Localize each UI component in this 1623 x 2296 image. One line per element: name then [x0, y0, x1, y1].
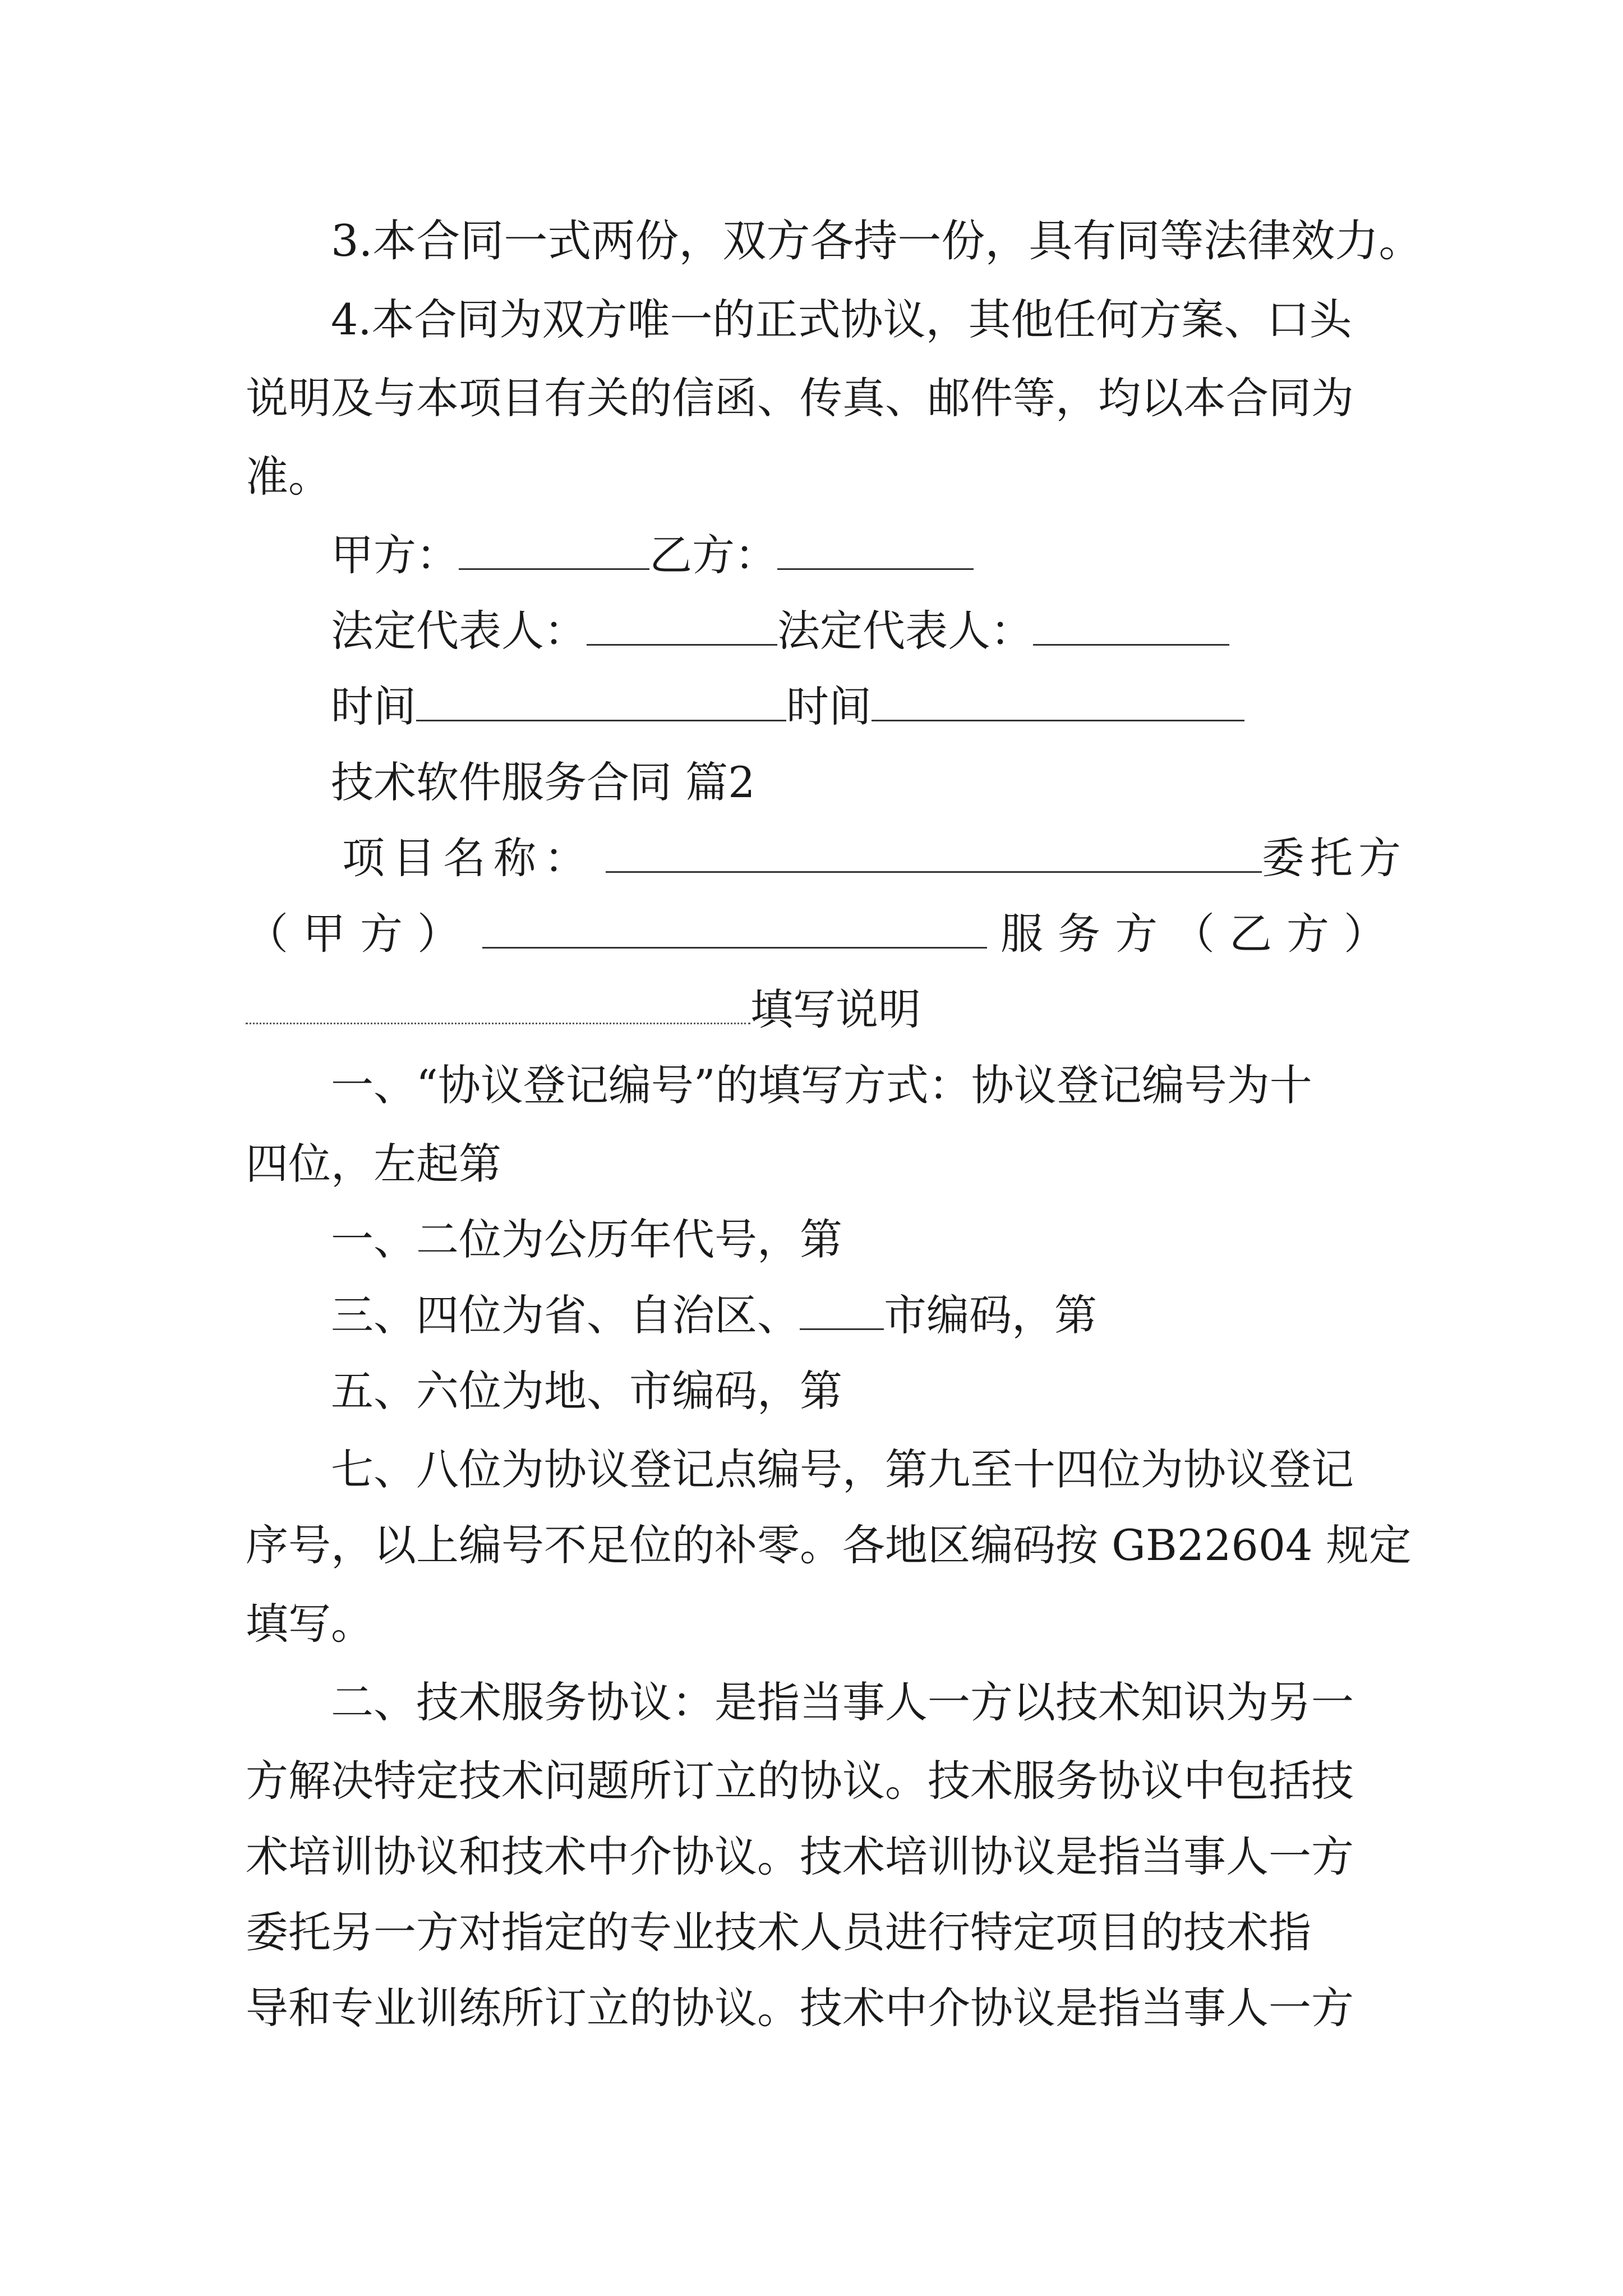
instruction-3-text-tail: 市编码，第 — [884, 1290, 1097, 1340]
time-b-blank — [872, 682, 1244, 721]
clause-3: 3.本合同一式两份，双方各持一份，具有同等法律效力。 — [331, 216, 1423, 266]
definition-line-4: 委托另一方对指定的专业技术人员进行特定项目的技术指 — [246, 1907, 1311, 1957]
rep-b-label: 法定代表人： — [777, 606, 1033, 656]
provider-name-row — [246, 982, 921, 1038]
clause-4-line-2: 说明及与本项目有关的信函、传真、邮件等，均以本合同为 — [246, 373, 1354, 423]
instruction-5-line-2: 序号，以上编号不足位的补零。各地区编码按 GB22604 规定 — [246, 1520, 1412, 1570]
instruction-5-line-1: 七、八位为协议登记点编号，第九至十四位为协议登记 — [331, 1444, 1354, 1494]
section-title: 技术软件服务合同 篇2 — [331, 757, 755, 807]
party-a-blank — [459, 530, 649, 570]
provider-label: 服务方（乙方） — [1000, 909, 1401, 959]
instruction-1-line-1: 一、“协议登记编号”的填写方式：协议登记编号为十 — [331, 1060, 1312, 1110]
party-a-paren-label: （甲方） — [246, 909, 474, 959]
time-row — [331, 679, 1244, 735]
client-label: 委托方 — [1262, 833, 1407, 883]
instruction-2: 一、二位为公历年代号，第 — [331, 1214, 842, 1264]
instruction-3 — [331, 1287, 1097, 1343]
provider-name-blank — [246, 984, 750, 1024]
definition-line-3: 术培训协议和技术中介协议。技术培训协议是指当事人一方 — [246, 1832, 1354, 1881]
instruction-1-line-2: 四位，左起第 — [246, 1139, 501, 1189]
time-a-label: 时间 — [331, 682, 416, 731]
project-name-row — [342, 830, 1407, 886]
instruction-4: 五、六位为地、市编码，第 — [331, 1366, 842, 1416]
rep-a-label: 法定代表人： — [331, 606, 587, 656]
party-a-label: 甲方： — [331, 530, 459, 580]
time-a-blank — [416, 682, 786, 721]
definition-line-1: 二、技术服务协议：是指当事人一方以技术知识为另一 — [331, 1677, 1354, 1727]
project-name-blank — [606, 833, 1262, 873]
party-a-name-blank — [482, 909, 987, 949]
clause-4-line-1: 4.本合同为双方唯一的正式协议，其他任何方案、口头 — [331, 295, 1352, 344]
party-b-blank — [777, 530, 974, 570]
instruction-5-line-3: 填写。 — [246, 1599, 374, 1649]
time-b-label: 时间 — [786, 682, 872, 731]
project-name-label: 项目名称： — [342, 833, 594, 883]
definition-line-2: 方解决特定技术问题所订立的协议。技术服务协议中包括技 — [246, 1756, 1354, 1806]
rep-a-blank — [587, 606, 777, 646]
definition-line-5: 导和专业训练所订立的协议。技术中介协议是指当事人一方 — [246, 1983, 1354, 2033]
instructions-heading: 填写说明 — [750, 984, 921, 1034]
clause-4-line-3: 准。 — [246, 452, 331, 501]
instruction-3-blank — [800, 1290, 884, 1330]
representative-row — [331, 603, 1229, 659]
instruction-3-text: 三、四位为省、自治区、 — [331, 1290, 800, 1340]
party-signature-row — [331, 527, 974, 583]
party-a-b-row — [246, 906, 1401, 962]
party-b-label: 乙方： — [649, 530, 777, 580]
rep-b-blank — [1033, 606, 1229, 646]
